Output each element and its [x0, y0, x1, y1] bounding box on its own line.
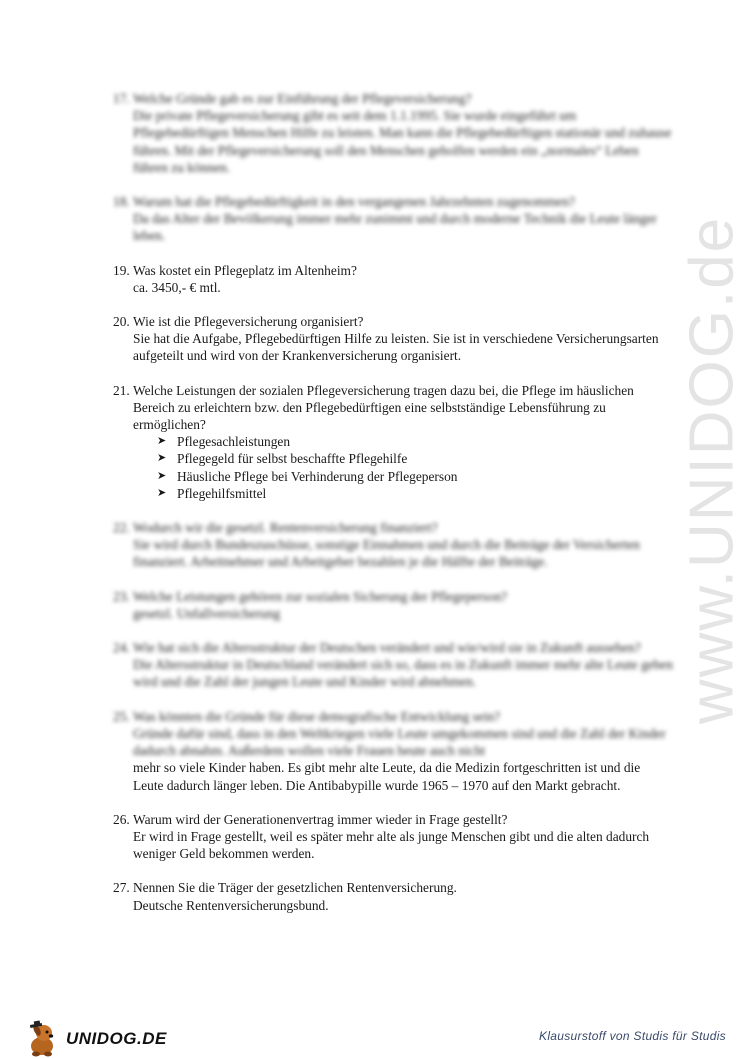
question-number: 25. — [113, 708, 130, 724]
question-text: Wodurch wir die gesetzl. Rentenversicherung finanziert? — [133, 520, 438, 536]
question-27 — [113, 879, 673, 913]
document-body — [113, 90, 673, 931]
list-item: ➤ Pflegesachleistungen — [157, 434, 291, 450]
question-25 — [113, 708, 673, 794]
answer-text: Die private Pflegeversicherung gibt es seit dem 1.1.1995. Sie wurde eingeführt um Pflegebedürftigen Menschen Hilfe zu leisten. Man kann die Pflegebedürftigen stationär und zuhause führen. Mit der Pflegeversicherung soll den Menschen geholfen werden ein „normales“ Leben führen zu können. — [133, 108, 672, 175]
question-20 — [113, 313, 673, 365]
question-text: Nennen Sie die Träger der gesetzlichen Rentenversicherung. — [133, 880, 457, 896]
list-item: ➤ Pflegehilfsmittel — [157, 485, 267, 501]
question-number: 26. — [113, 811, 130, 827]
question-number: 22. — [113, 520, 130, 536]
watermark-text: www.UNIDOG.de — [677, 215, 747, 725]
question-text: Wie hat sich die Altersstruktur der Deutschen verändert und wie/wird sie in Zukunft aussehen? — [133, 640, 641, 656]
list-item: ➤ Häusliche Pflege bei Verhinderung der Pflegeperson — [157, 468, 458, 484]
answer-text: Er wird in Frage gestellt, weil es später mehr alte als junge Menschen gibt und die alten dadurch weniger Geld bekommen werden. — [133, 828, 650, 862]
question-text: Welche Leistungen der sozialen Pflegeversicherung tragen dazu bei, die Pflege im häuslichen Bereich zu erleichtern bzw. den Pflegebedürftigen eine selbstständige Lebensführung zu ermöglichen? — [133, 382, 634, 433]
answer-bullet-list — [113, 433, 673, 502]
question-number: 19. — [113, 262, 130, 278]
arrow-bullet-icon: ➤ — [157, 469, 167, 482]
question-number: 21. — [113, 382, 130, 398]
question-17 — [113, 90, 673, 176]
question-number: 18. — [113, 194, 130, 210]
question-text: Wie ist die Pflegeversicherung organisiert? — [133, 314, 364, 330]
question-23 — [113, 588, 673, 622]
dog-mascot-icon — [22, 1020, 62, 1058]
arrow-bullet-icon: ➤ — [157, 452, 167, 465]
arrow-bullet-icon: ➤ — [157, 486, 167, 499]
question-number: 23. — [113, 588, 130, 604]
answer-text: Da das Alter der Bevölkerung immer mehr zunimmt und durch moderne Technik die Leute länger leben. — [133, 211, 657, 244]
question-25-blurred-part — [113, 708, 673, 760]
answer-text: gesetzl. Unfallversicherung — [133, 605, 281, 621]
arrow-bullet-icon: ➤ — [157, 435, 167, 448]
question-text: Was kostet ein Pflegeplatz im Altenheim? — [133, 262, 357, 278]
question-text: Was könnten die Gründe für diese demografische Entwicklung sein? — [133, 708, 501, 724]
logo-text: UNIDOG.DE — [66, 1029, 167, 1048]
answer-text: Die Altersstruktur in Deutschland verändert sich so, dass es in Zukunft immer mehr alte Leute geben wird und die Zahl der jungen Leute und Kinder wird abnehmen. — [133, 657, 673, 690]
question-number: 20. — [113, 314, 130, 330]
question-text: Welche Leistungen gehören zur sozialen Sicherung der Pflegeperson? — [133, 588, 508, 604]
question-text: Warum wird der Generationenvertrag immer wieder in Frage gestellt? — [133, 811, 508, 827]
question-text: Warum hat die Pflegebedürftigkeit in den vergangenen Jahrzehnten zugenommen? — [133, 194, 575, 210]
question-number: 27. — [113, 880, 130, 896]
answer-text: Deutsche Rentenversicherungsbund. — [133, 897, 329, 913]
question-text: Welche Gründe gab es zur Einführung der Pflegeversicherung? — [133, 91, 472, 106]
unidog-logo[interactable] — [22, 1020, 167, 1058]
question-number: 17. — [113, 91, 130, 106]
question-19 — [113, 262, 673, 296]
question-24 — [113, 639, 673, 691]
question-22 — [113, 519, 673, 571]
answer-text: Sie wird durch Bundeszuschüsse, sonstige Einnahmen und durch die Beiträge der Versicherten finanziert. Arbeitnehmer und Arbeitgeber bezahlen je die Hälfte der Beiträge. — [133, 537, 640, 570]
footer-tagline: Klausurstoff von Studis für Studis — [539, 1029, 726, 1043]
question-number: 24. — [113, 640, 130, 656]
question-26 — [113, 811, 673, 863]
list-item: ➤ Pflegegeld für selbst beschaffte Pflegehilfe — [157, 451, 408, 467]
answer-text-blurred: Gründe dafür sind, dass in den Weltkriegen viele Leute umgekommen sind und die Zahl der Kinder dadurch abnahm. Außerdem wollen viele Frauen heute auch nicht — [133, 725, 666, 759]
answer-text: Sie hat die Aufgabe, Pflegebedürftigen Hilfe zu leisten. Sie ist in verschiedene Versicherungsarten aufgeteilt und wird von der Krankenversicherung organisiert. — [133, 331, 659, 364]
answer-text: ca. 3450,- € mtl. — [133, 279, 221, 295]
question-18 — [113, 193, 673, 245]
answer-text: mehr so viele Kinder haben. Es gibt mehr alte Leute, da die Medizin fortgeschritten ist und die Leute dadurch länger leben. Die Antibabypille wurde 1965 – 1970 auf den Markt gebracht. — [133, 760, 641, 793]
question-21 — [113, 382, 673, 502]
